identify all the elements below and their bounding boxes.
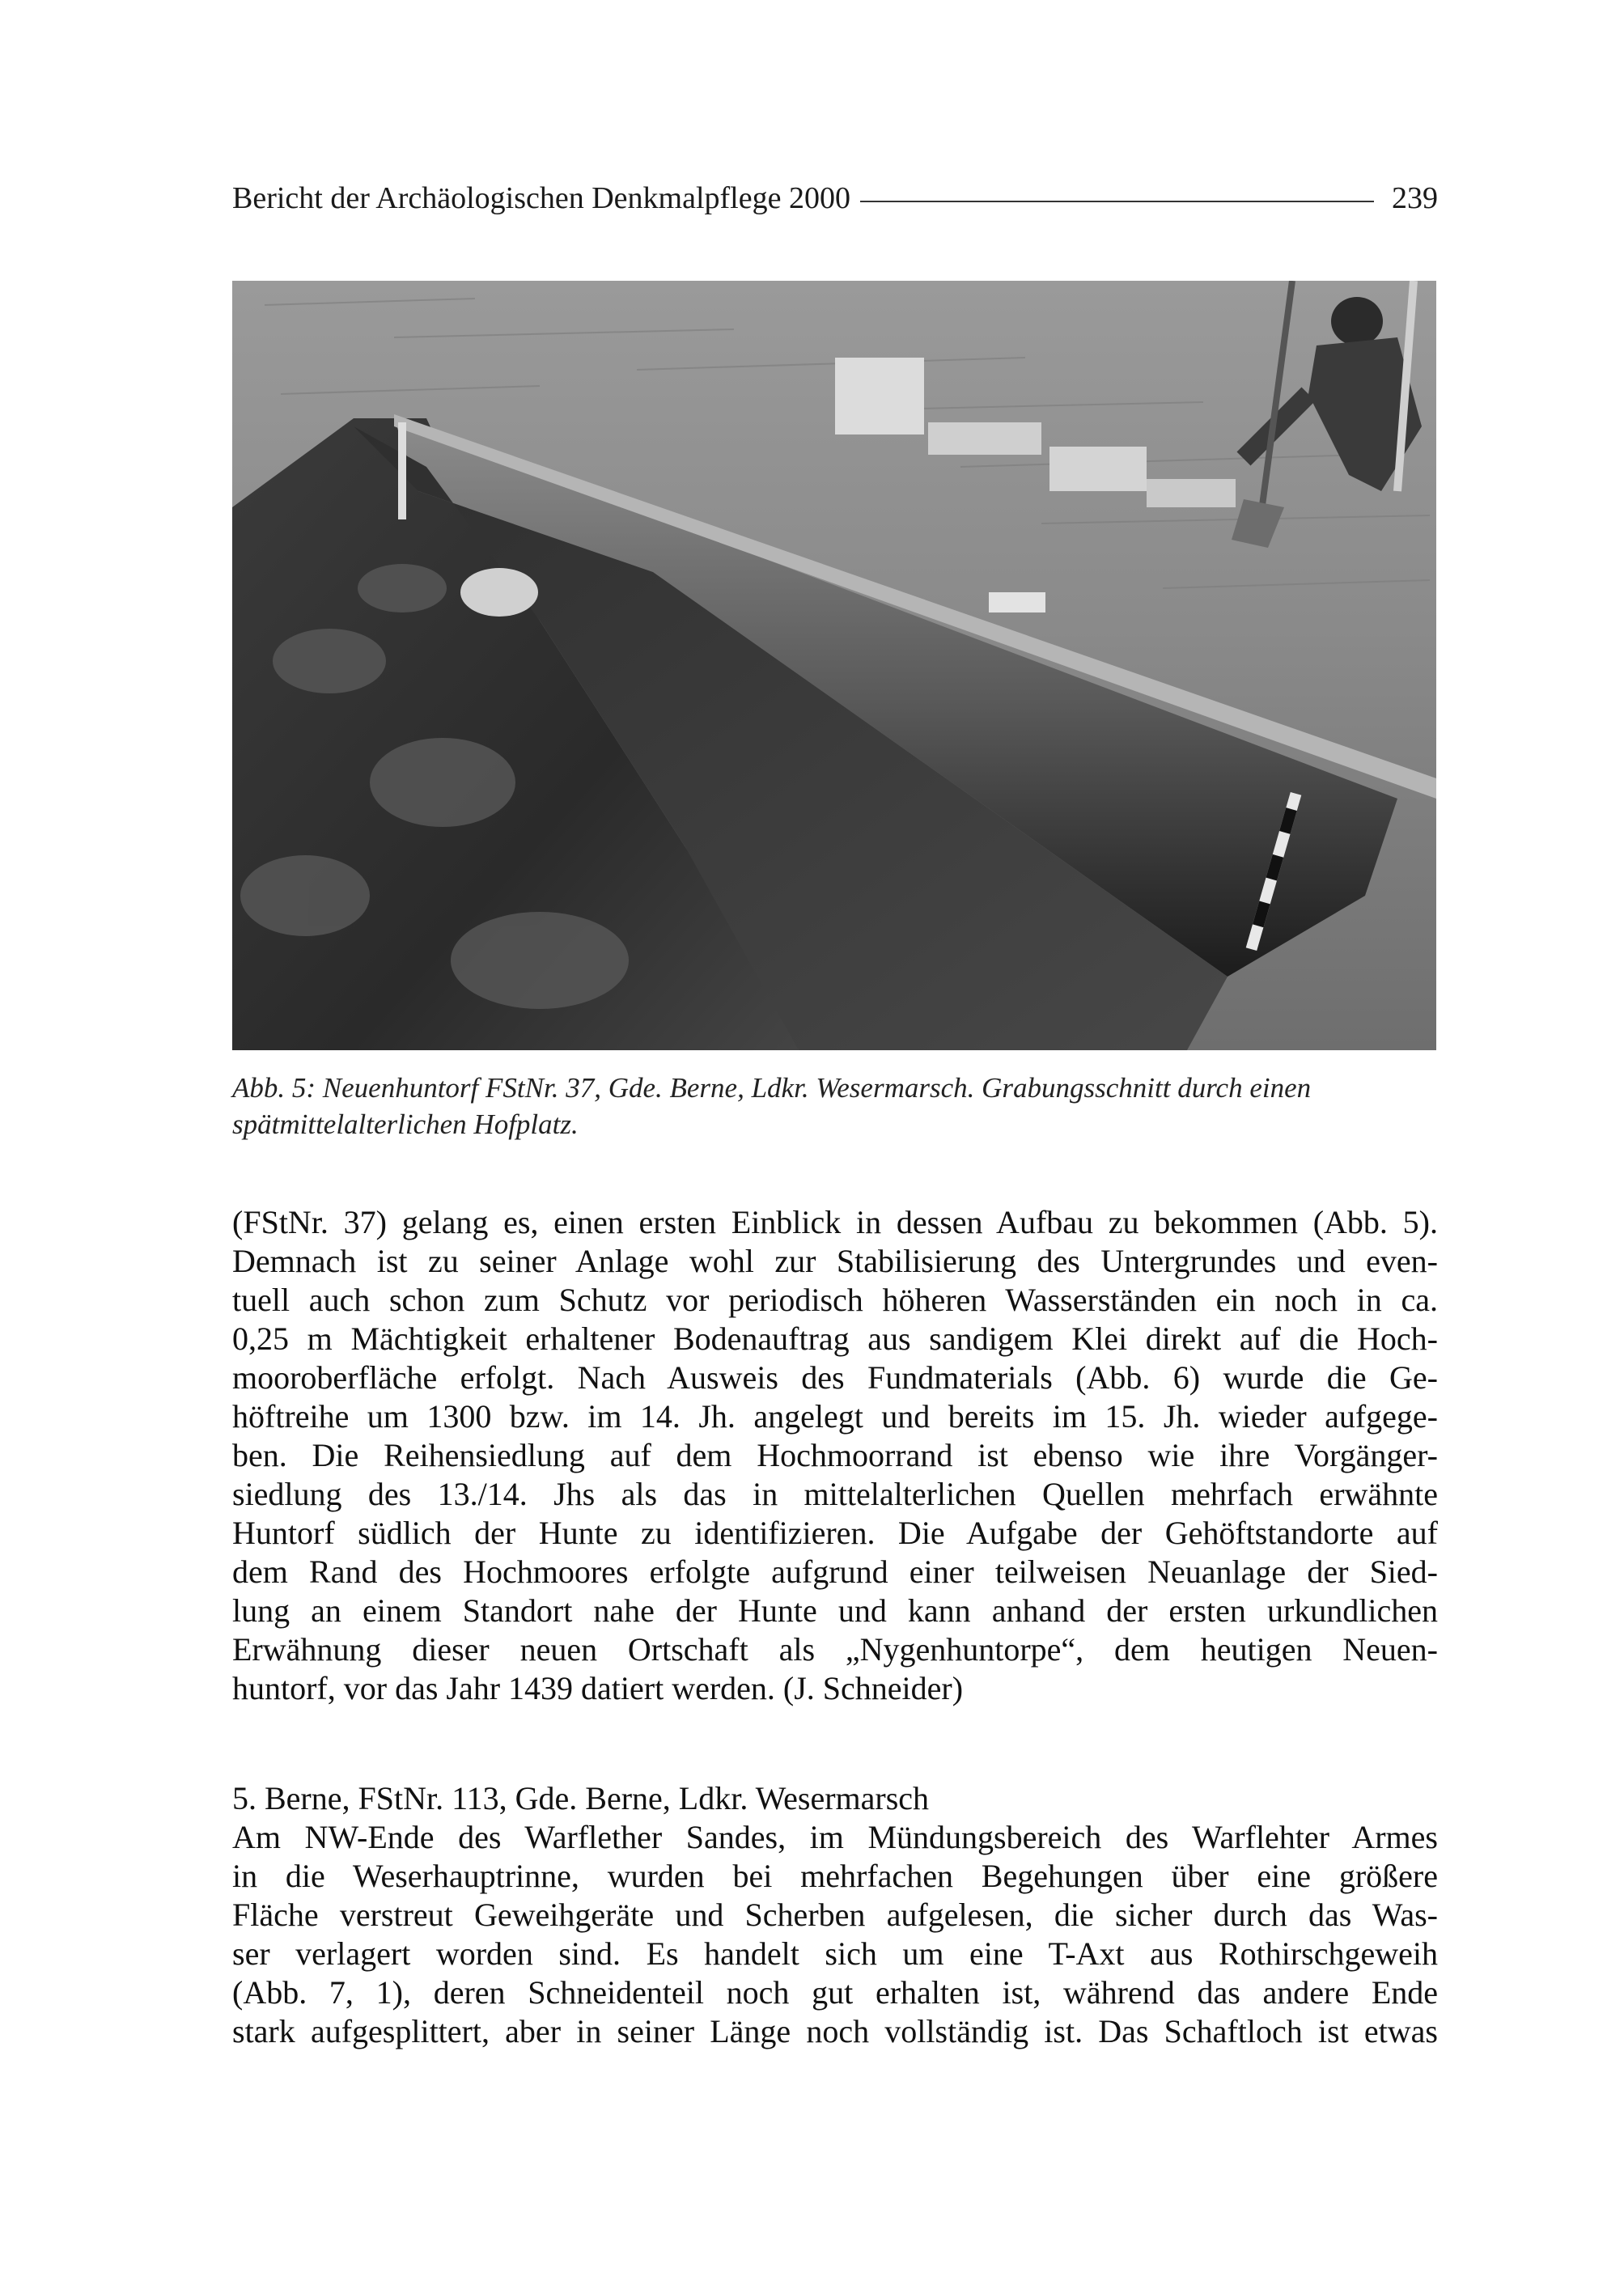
body-line: Huntorf südlich der Hunte zu identifizieren. Die Aufgabe der Gehöftstandorte auf — [232, 1515, 1438, 1551]
body-line: huntorf, vor das Jahr 1439 datiert werden. (J. Schneider) — [232, 1670, 964, 1706]
running-header — [232, 172, 1438, 225]
excavation-photo — [232, 281, 1436, 1050]
body-line: (Abb. 7, 1), deren Schneidenteil noch gut erhalten ist, während das andere Ende — [232, 1974, 1438, 2011]
body-line: in die Weserhauptrinne, wurden bei mehrfachen Begehungen über eine größere — [232, 1858, 1438, 1894]
body-line: Demnach ist zu seiner Anlage wohl zur Stabilisierung des Untergrundes und even- — [232, 1243, 1438, 1279]
section-berne — [232, 1779, 1438, 2051]
body-line: höftreihe um 1300 bzw. im 14. Jh. angelegt und bereits im 15. Jh. wieder aufgege- — [232, 1398, 1438, 1435]
body-line: lung an einem Standort nahe der Hunte und kann anhand der ersten urkundlichen — [232, 1592, 1438, 1629]
figure-caption — [232, 1070, 1438, 1142]
caption-line: Abb. 5: Neuenhuntorf FStNr. 37, Gde. Berne, Ldkr. Wesermarsch. Grabungsschnitt durch einen — [232, 1072, 1312, 1104]
body-line: tuell auch schon zum Schutz vor periodisch höheren Wasserständen ein noch in ca. — [232, 1282, 1438, 1318]
body-line: Fläche verstreut Geweihgeräte und Scherben aufgelesen, die sicher durch das Was- — [232, 1897, 1438, 1933]
running-title: Bericht der Archäologischen Denkmalpflege 2000 — [232, 181, 850, 215]
body-line: Am NW-Ende des Warflether Sandes, im Mündungsbereich des Warflehter Armes — [232, 1819, 1438, 1855]
body-line: Erwähnung dieser neuen Ortschaft als „Nygenhuntorpe“, dem heutigen Neuen- — [232, 1631, 1438, 1668]
boulder — [460, 568, 538, 617]
header-rule — [860, 201, 1374, 202]
paragraph-neuenhuntorf — [232, 1203, 1438, 1708]
body-line: siedlung des 13./14. Jhs als das in mittelalterlichen Quellen mehrfach erwähnte — [232, 1476, 1438, 1512]
excavation-photo-drawing — [232, 281, 1436, 1050]
body-line: ser verlagert worden sind. Es handelt sich um eine T-Axt aus Rothirschgeweih — [232, 1935, 1438, 1972]
body-line: dem Rand des Hochmoores erfolgte aufgrund einer teilweisen Neuanlage der Sied- — [232, 1553, 1438, 1590]
body-line: ben. Die Reihensiedlung auf dem Hochmoorrand ist ebenso wie ihre Vorgänger- — [232, 1437, 1438, 1473]
finds-label-board — [989, 592, 1045, 612]
body-line: stark aufgesplittert, aber in seiner Länge noch vollständig ist. Das Schaftloch ist etwas — [232, 2013, 1438, 2049]
page-number: 239 — [1392, 181, 1438, 215]
second-rod — [398, 422, 406, 519]
body-line: 0,25 m Mächtigkeit erhaltener Bodenauftrag aus sandigem Klei direkt auf die Hoch- — [232, 1320, 1438, 1357]
section-heading: 5. Berne, FStNr. 113, Gde. Berne, Ldkr. Wesermarsch — [232, 1780, 930, 1816]
caption-line: spätmittelalterlichen Hofplatz. — [232, 1108, 579, 1140]
body-line: (FStNr. 37) gelang es, einen ersten Einblick in dessen Aufbau zu bekommen (Abb. 5). — [232, 1204, 1438, 1240]
body-line: mooroberfläche erfolgt. Nach Ausweis des Fundmaterials (Abb. 6) wurde die Ge- — [232, 1359, 1438, 1396]
